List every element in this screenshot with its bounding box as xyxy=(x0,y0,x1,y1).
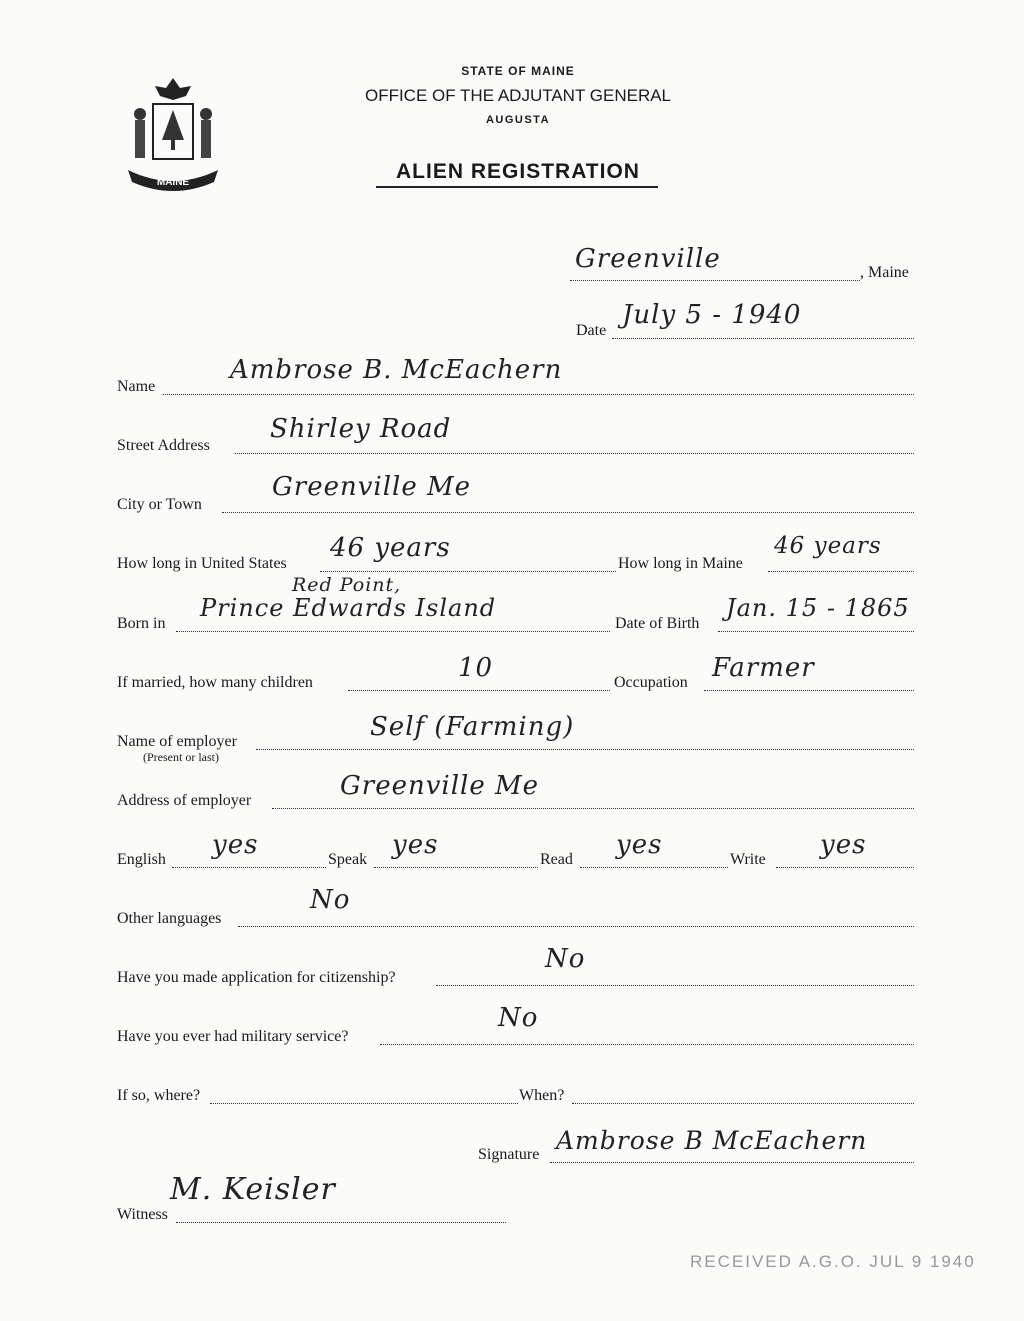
children-line xyxy=(348,690,610,691)
born-label: Born in xyxy=(117,615,166,632)
signature-label: Signature xyxy=(478,1146,540,1163)
street-label: Street Address xyxy=(117,437,210,454)
state-heading: STATE OF MAINE xyxy=(461,64,575,78)
military-line xyxy=(380,1044,914,1045)
citizenship-label: Have you made application for citizenship? xyxy=(117,969,396,986)
speak-value: yes xyxy=(392,830,439,860)
signature-line xyxy=(550,1162,914,1163)
employer-addr-line xyxy=(272,808,914,809)
maine-seal-icon xyxy=(118,74,228,199)
form-title: ALIEN REGISTRATION xyxy=(396,160,640,183)
read-label: Read xyxy=(540,851,573,868)
write-label: Write xyxy=(730,851,766,868)
occupation-label: Occupation xyxy=(614,674,688,691)
street-value: Shirley Road xyxy=(270,414,452,444)
when-line xyxy=(572,1103,914,1104)
place-suffix: , Maine xyxy=(860,264,909,281)
when-label: When? xyxy=(519,1087,565,1104)
citizenship-line xyxy=(436,985,914,986)
where-label: If so, where? xyxy=(117,1087,201,1104)
place-value: Greenville xyxy=(575,244,721,274)
witness-label: Witness xyxy=(117,1206,168,1223)
occupation-value: Farmer xyxy=(712,653,815,683)
other-lang-value: No xyxy=(310,885,351,915)
occupation-line xyxy=(704,690,914,691)
us-line xyxy=(320,571,616,572)
military-value: No xyxy=(498,1003,539,1033)
employer-value: Self (Farming) xyxy=(370,712,575,742)
dob-label: Date of Birth xyxy=(615,615,700,632)
read-value: yes xyxy=(616,830,663,860)
other-lang-label: Other languages xyxy=(117,910,222,927)
title-underline xyxy=(376,186,658,188)
military-label: Have you ever had military service? xyxy=(117,1028,349,1045)
city-heading: AUGUSTA xyxy=(485,114,551,126)
place-line xyxy=(570,280,860,281)
street-line xyxy=(235,453,914,454)
born-note: Red Point, xyxy=(292,574,402,596)
city-line xyxy=(222,512,914,513)
us-label: How long in United States xyxy=(117,555,287,572)
date-value: July 5 - 1940 xyxy=(622,300,802,330)
city-label: City or Town xyxy=(117,496,202,513)
signature-value: Ambrose B McEachern xyxy=(556,1126,868,1155)
date-label: Date xyxy=(576,322,607,339)
date-line xyxy=(612,338,914,339)
seal-text: MAINE xyxy=(156,177,190,188)
maine-line xyxy=(768,571,914,572)
employer-label: Name of employer xyxy=(117,733,237,750)
english-line xyxy=(172,867,326,868)
dob-line xyxy=(718,631,914,632)
other-lang-line xyxy=(238,926,914,927)
dob-value: Jan. 15 - 1865 xyxy=(726,594,910,622)
english-value: yes xyxy=(212,830,259,860)
children-label: If married, how many children xyxy=(117,674,313,691)
write-line xyxy=(776,867,914,868)
witness-value: M. Keisler xyxy=(170,1172,336,1207)
maine-label: How long in Maine xyxy=(618,555,743,572)
employer-sublabel: (Present or last) xyxy=(143,750,219,764)
speak-label: Speak xyxy=(328,851,368,868)
city-value: Greenville Me xyxy=(272,472,472,502)
us-value: 46 years xyxy=(330,533,451,563)
name-value: Ambrose B. McEachern xyxy=(230,355,563,385)
employer-addr-value: Greenville Me xyxy=(340,771,540,801)
read-line xyxy=(580,867,728,868)
received-stamp: RECEIVED A.G.O. JUL 9 1940 xyxy=(690,1252,976,1271)
employer-addr-label: Address of employer xyxy=(117,792,252,809)
citizenship-value: No xyxy=(545,944,586,974)
speak-line xyxy=(374,867,538,868)
witness-line xyxy=(176,1222,506,1223)
born-line xyxy=(176,631,610,632)
children-value: 10 xyxy=(458,653,494,683)
name-label: Name xyxy=(117,378,156,395)
english-label: English xyxy=(117,851,166,868)
born-value: Prince Edwards Island xyxy=(200,594,497,622)
maine-value: 46 years xyxy=(774,533,882,559)
office-heading: OFFICE OF THE ADJUTANT GENERAL xyxy=(364,86,672,105)
where-line xyxy=(210,1103,518,1104)
write-value: yes xyxy=(820,830,867,860)
employer-line xyxy=(256,749,914,750)
name-line xyxy=(163,394,914,395)
